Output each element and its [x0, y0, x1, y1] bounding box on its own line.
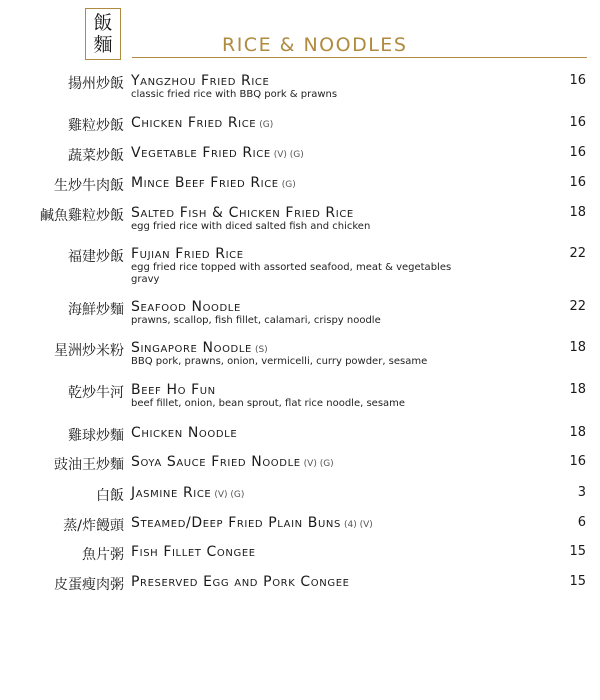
section-seal: [85, 8, 121, 60]
item-name: Beef Ho Fun: [131, 382, 216, 398]
item-price: 22: [569, 246, 586, 261]
item-chinese-name: 魚片粥: [82, 547, 124, 563]
item-chinese-name: 雞球炒麵: [68, 428, 124, 444]
item-price: 16: [569, 145, 586, 160]
item-chinese-name: 生炒牛肉飯: [54, 178, 124, 194]
title-divider: [132, 57, 587, 58]
item-chinese-name: 鹹魚雞粒炒飯: [40, 208, 124, 224]
item-price: 16: [569, 454, 586, 469]
item-dietary-tags: (V) (G): [273, 150, 304, 160]
item-name: Mince Beef Fried Rice (G): [131, 175, 296, 191]
item-description: beef fillet, onion, bean sprout, flat rice noodle, sesame: [131, 398, 406, 409]
item-chinese-name: 皮蛋瘦肉粥: [54, 577, 124, 593]
item-chinese-name: 星洲炒米粉: [54, 343, 124, 359]
item-price: 15: [569, 544, 586, 559]
item-price: 18: [569, 340, 586, 355]
item-price: 6: [577, 515, 586, 530]
item-price: 3: [577, 485, 586, 500]
item-chinese-name: 福建炒飯: [68, 249, 124, 265]
item-description: egg fried rice with diced salted fish and chicken: [131, 221, 371, 232]
item-name: Singapore Noodle (S): [131, 340, 268, 356]
item-price: 16: [569, 115, 586, 130]
item-name: Jasmine Rice (V) (G): [131, 485, 245, 501]
item-price: 16: [569, 73, 586, 88]
item-description: prawns, scallop, fish fillet, calamari, crispy noodle: [131, 315, 381, 326]
item-dietary-tags: (4) (V): [343, 520, 373, 530]
item-chinese-name: 蒸/炸饅頭: [63, 518, 124, 534]
item-dietary-tags: (V) (G): [214, 490, 245, 500]
item-price: 15: [569, 574, 586, 589]
item-name: Fish Fillet Congee: [131, 544, 256, 560]
item-name: Chicken Noodle: [131, 425, 238, 441]
section-title: RICE & NOODLES: [222, 34, 408, 56]
item-chinese-name: 白飯: [96, 488, 124, 504]
item-name: Steamed/Deep Fried Plain Buns (4) (V): [131, 515, 373, 531]
item-dietary-tags: (S): [254, 345, 268, 355]
item-price: 18: [569, 382, 586, 397]
item-chinese-name: 乾炒牛河: [68, 385, 124, 401]
item-dietary-tags: (G): [259, 120, 274, 130]
item-price: 18: [569, 205, 586, 220]
item-chinese-name: 蔬菜炒飯: [68, 148, 124, 164]
item-chinese-name: 豉油王炒麵: [54, 457, 124, 473]
item-description: classic fried rice with BBQ pork & prawns: [131, 89, 338, 100]
item-name: Soya Sauce Fried Noodle (V) (G): [131, 454, 334, 470]
item-description: egg fried rice topped with assorted seafood, meat & vegetables gravy: [131, 262, 452, 285]
item-name: Vegetable Fried Rice (V) (G): [131, 145, 304, 161]
item-description: BBQ pork, prawns, onion, vermicelli, curry powder, sesame: [131, 356, 428, 367]
item-chinese-name: 揚州炒飯: [68, 76, 124, 92]
item-dietary-tags: (V) (G): [303, 459, 334, 469]
item-chinese-name: 海鮮炒麵: [68, 302, 124, 318]
item-chinese-name: 雞粒炒飯: [68, 118, 124, 134]
item-name: Preserved Egg and Pork Congee: [131, 574, 350, 590]
seal-char-rice: 飯: [93, 12, 113, 34]
seal-char-noodle: 麵: [93, 34, 113, 56]
item-name: Salted Fish & Chicken Fried Rice: [131, 205, 354, 221]
item-price: 22: [569, 299, 586, 314]
item-price: 18: [569, 425, 586, 440]
item-name: Chicken Fried Rice (G): [131, 115, 274, 131]
item-dietary-tags: (G): [281, 180, 296, 190]
item-name: Yangzhou Fried Rice: [131, 73, 270, 89]
item-name: Fujian Fried Rice: [131, 246, 244, 262]
item-price: 16: [569, 175, 586, 190]
item-name: Seafood Noodle: [131, 299, 241, 315]
